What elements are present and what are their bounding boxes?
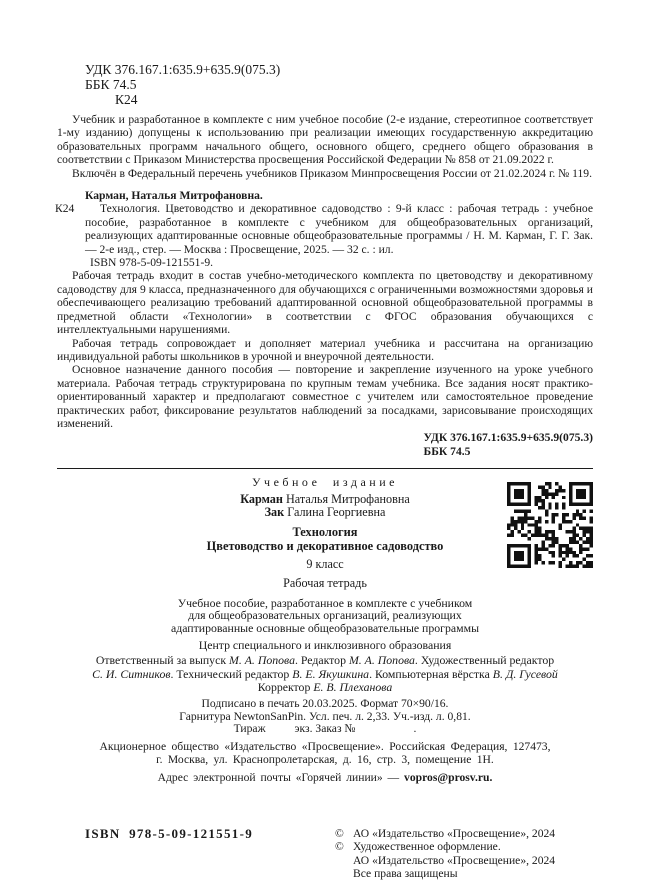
isbn-footer: ISBN 978-5-09-121551-9 bbox=[85, 825, 254, 841]
book-subtitle: Цветоводство и декоративное садоводство bbox=[206, 538, 444, 553]
author-name-2: Зак Галина Георгиевна bbox=[264, 505, 386, 520]
annotation-paragraph-3: Основное назначение данного пособия — повторение и закрепление изученного на уроке учебного материала. Рабочая тетрадь структурирована по крупным темам учебника. Все задания носят практико-ориентированный характер и предполагают совместное с учителем или самостоятельное проведение практических работ, фиксирование результатов наблюдений за посадками, зарисовывание происходящих изменений. bbox=[57, 363, 593, 430]
copyright-symbol: © bbox=[335, 826, 344, 840]
divider-rule bbox=[57, 468, 593, 469]
copyright-line: © АО «Издательство «Просвещение», 2024 bbox=[335, 826, 556, 840]
edition-description-line-2: для общеобразовательных организаций, реализующих bbox=[188, 608, 462, 623]
annotation-paragraph-2: Рабочая тетрадь сопровождает и дополняет материал учебника и рассчитана на организацию индивидуальной работы школьников в урочной и внеурочной деятельности. bbox=[57, 336, 593, 363]
edition-description bbox=[57, 597, 593, 634]
workbook-label: Рабочая тетрадь bbox=[283, 576, 367, 591]
colophon-section bbox=[57, 476, 593, 784]
edition-description-line-3: адаптированные основные общеобразовательные программы bbox=[170, 620, 480, 635]
federal-list-paragraph: Включён в Федеральный перечень учебников Приказом Минпросвещения России от 21.02.2024 г. № 119. bbox=[72, 166, 593, 180]
print-run-order: Тираж экз. Заказ № . bbox=[233, 722, 417, 736]
editorial-staff-block bbox=[57, 654, 593, 694]
book-title: Технология bbox=[292, 525, 358, 540]
publisher-address-line-1: Акционерное общество «Издательство «Просвещение». Российская Федерация, 127473, bbox=[99, 739, 551, 753]
edition-description-line-1: Учебное пособие, разработанное в комплекте с учебником bbox=[177, 595, 473, 610]
editorial-line-3: Корректор Е. В. Плеханова bbox=[257, 679, 393, 694]
udk-number: УДК 376.167.1:635.9+635.9(075.3) bbox=[85, 62, 281, 77]
print-date-format: Подписано в печать 20.03.2025. Формат 70×90/16. bbox=[201, 697, 449, 711]
approval-paragraph: Учебник и разработанное в комплекте с ним учебное пособие (2-е издание, стереотипное соответствует 1-му изданию) допущены к использованию при реализации имеющих государственную аккредитацию образовательных программ начального общего, основного общего, среднего общего образования в соответствии с Приказом Министерства просвещения Российской Федерации № 858 от 21.09.2022 г. bbox=[57, 113, 593, 167]
copyright-line: © Художественное оформление. bbox=[335, 840, 501, 854]
qr-code-icon bbox=[507, 482, 593, 568]
copyright-symbol: © bbox=[335, 840, 344, 854]
classification-block bbox=[85, 62, 593, 107]
copyright-line: АО «Издательство «Просвещение», 2024 bbox=[353, 853, 556, 867]
isbn-record-line: ISBN 978-5-09-121551-9. bbox=[90, 256, 214, 270]
edition-type-label: Учебное издание bbox=[252, 475, 398, 490]
bbk-number-right: ББК 74.5 bbox=[423, 444, 471, 458]
footer-row bbox=[57, 827, 593, 881]
author-sign-code-margin: К24 bbox=[55, 202, 75, 216]
hotline-email-line: Адрес электронной почты «Горячей линии» — vopros@prosv.ru. bbox=[157, 771, 493, 785]
publisher-address-line-2: г. Москва, ул. Краснопролетарская, д. 16, стр. 3, помещение 1Н. bbox=[156, 753, 494, 766]
author-name-1: Карман Наталья Митрофановна bbox=[240, 491, 410, 506]
copyright-line: Все права защищены bbox=[353, 867, 458, 881]
print-info-block bbox=[57, 698, 593, 736]
bibliographic-record bbox=[57, 189, 593, 269]
department-label: Центр специального и инклюзивного образования bbox=[198, 638, 452, 652]
editorial-line-1: Ответственный за выпуск М. А. Попова. Редактор М. А. Попова. Художественный редактор bbox=[95, 653, 555, 668]
print-typeface-volume: Гарнитура NewtonSanPin. Усл. печ. л. 2,33. Уч.-изд. л. 0,81. bbox=[179, 709, 471, 723]
bbk-number: ББК 74.5 bbox=[85, 77, 137, 92]
udk-number-right: УДК 376.167.1:635.9+635.9(075.3) bbox=[423, 431, 593, 445]
catalog-record: Технология. Цветоводство и декоративное садоводство : 9-й класс : рабочая тетрадь : учебное пособие, разработанное в комплекте с учебником для общеобразовательных организаций, реализующих адаптированные основные общеобразовательные программы / Н. М. Карман, Г. Г. Зак. — 2-е изд., стер. — Москва : Просвещение, 2025. — 32 с. : ил. bbox=[85, 202, 593, 256]
grade-label: 9 класс bbox=[306, 556, 344, 571]
classification-block-right bbox=[57, 431, 593, 458]
author-heading: Карман, Наталья Митрофановна. bbox=[85, 189, 263, 203]
editorial-line-2: С. И. Ситников. Технический редактор В. Е. Якушкина. Компьютерная вёрстка В. Д. Гусевой bbox=[92, 666, 558, 681]
author-sign-code: К24 bbox=[115, 92, 138, 107]
copyright-block bbox=[335, 827, 593, 881]
publisher-address-block bbox=[57, 740, 593, 766]
annotation-paragraph-1: Рабочая тетрадь входит в состав учебно-методического комплекта по цветоводству и декоративному садоводству для 9 класса, предназначенного для обучающихся с ограниченными возможностями здоровья и обеспечивающего реализацию требований адаптированной основной общеобразовательной программы в предметной области «Технологии» в соответствии с ФГОС образования обучающихся с интеллектуальными нарушениями. bbox=[57, 269, 593, 337]
